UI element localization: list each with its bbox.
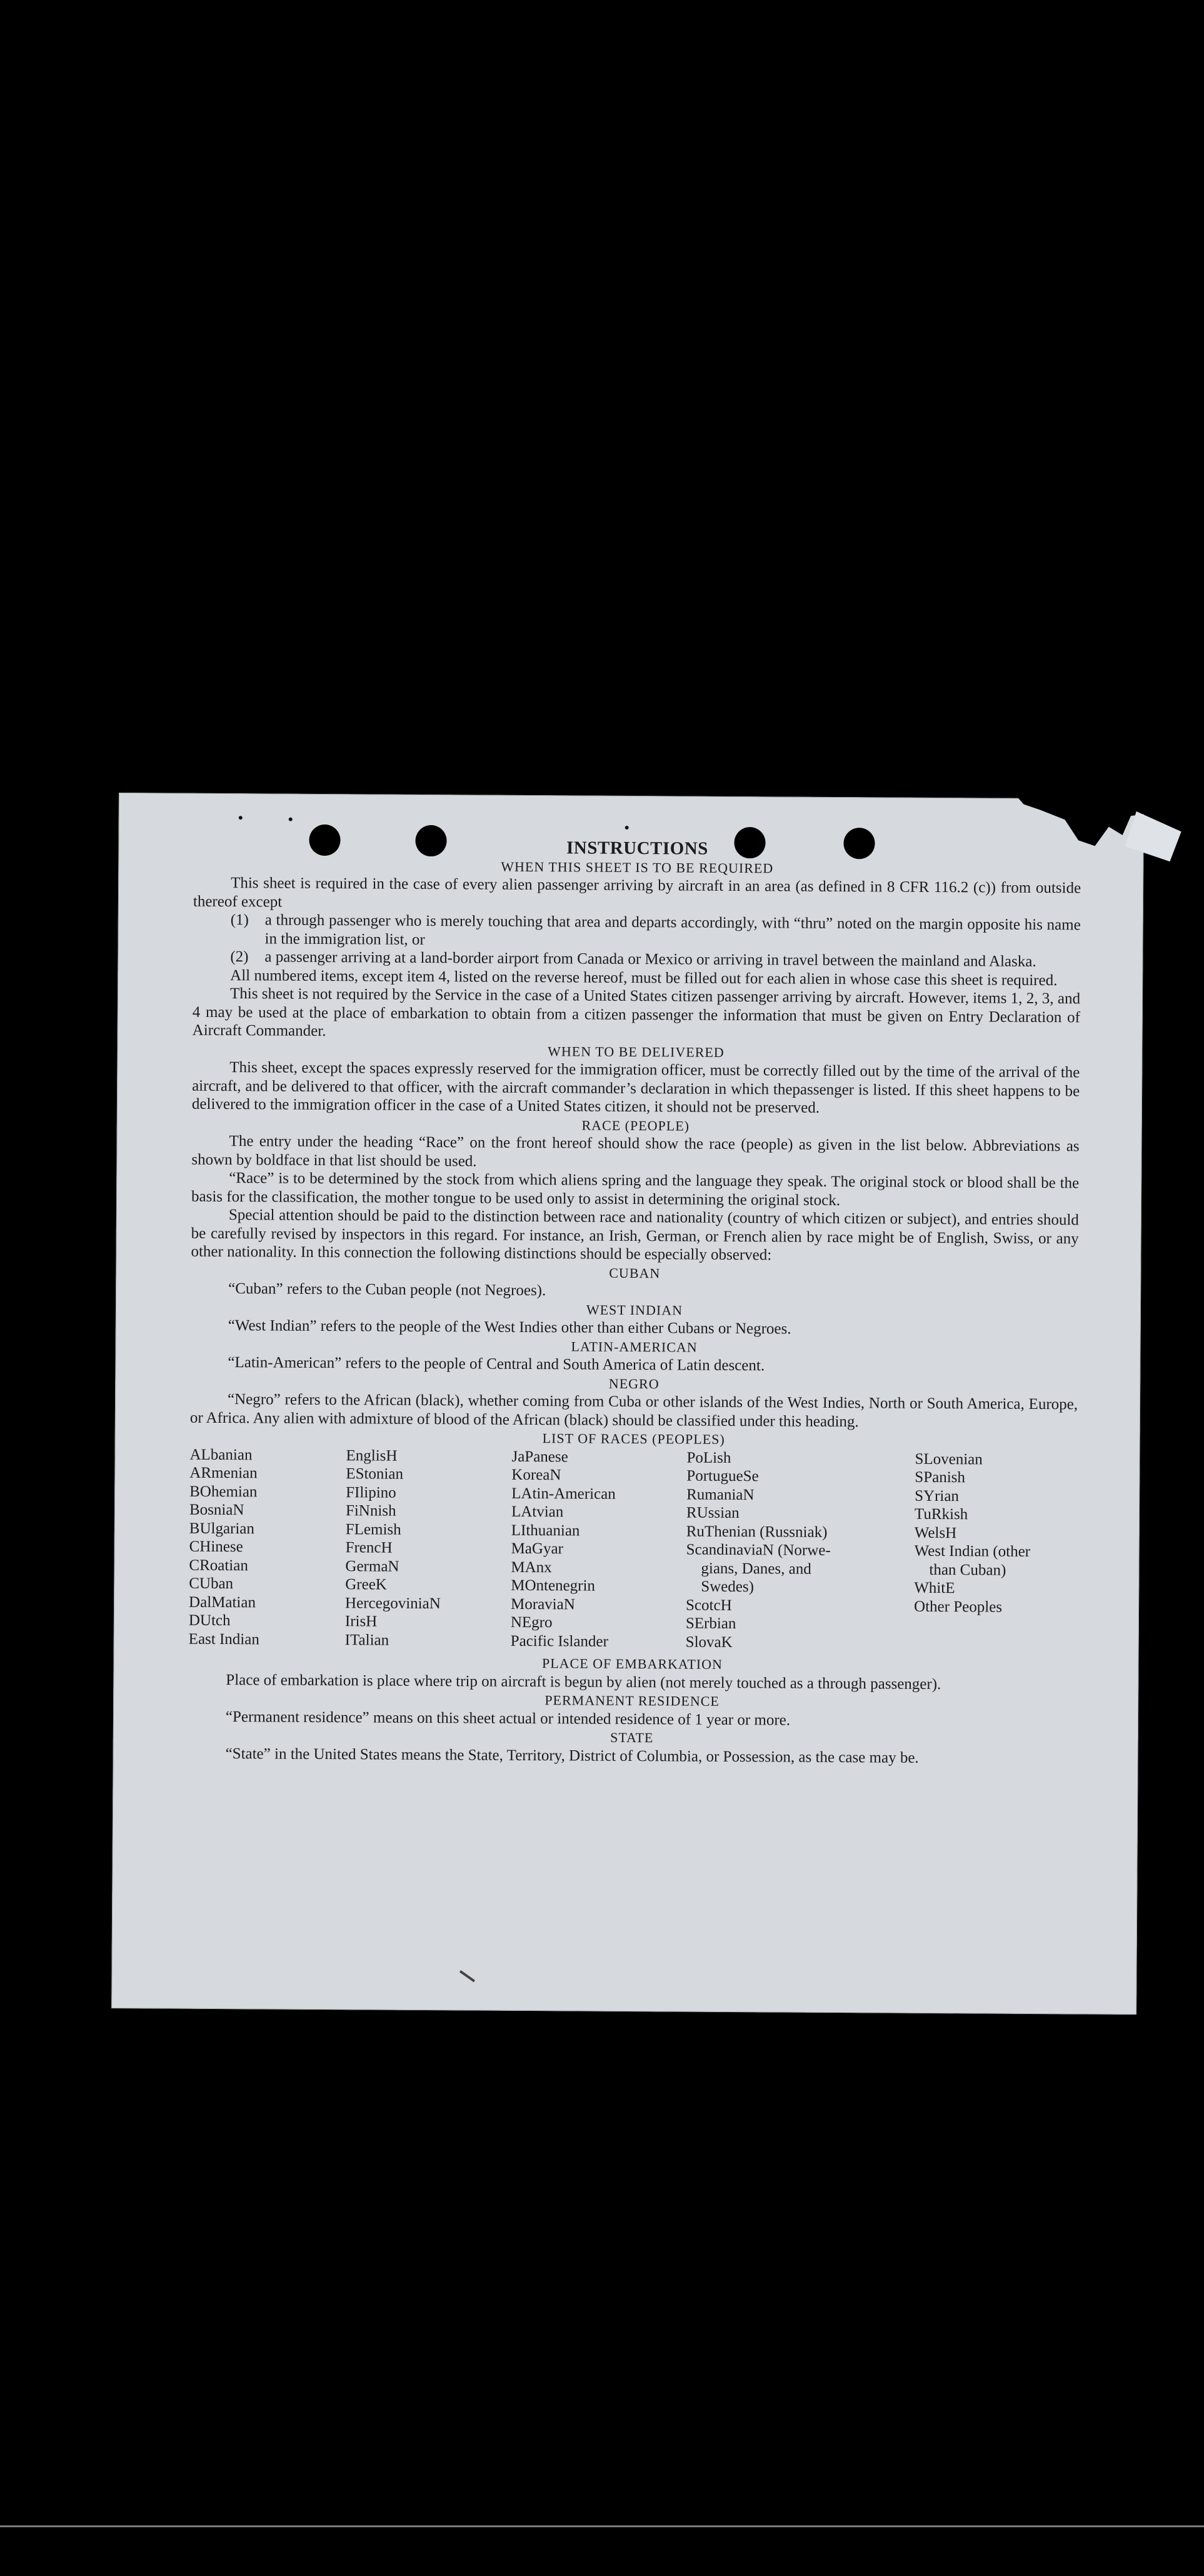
race-item: ALbanian [189,1446,253,1463]
race-item: GreeK [345,1576,387,1593]
race-para-1: The entry under the heading “Race” on the front hereof should show the race (people) as given in the list below. Abbreviations as shown by boldface in that list should be used. [191,1133,1080,1170]
race-item: CUban [189,1575,234,1593]
race-item: LIthuanian [511,1521,580,1540]
race-item: ITalian [344,1631,389,1649]
race-item: BosniaN [189,1501,244,1519]
race-item: GermaN [345,1557,399,1575]
race-para-2: “Race” is to be determined by the stock from which aliens spring and the language they speak. The original stock or blood shall be the basis for the classification, the mother tongue to be used only to assist in determining the original stock. [191,1170,1080,1209]
exception-item-1 [230,911,1080,953]
races-column-2 [345,1446,512,1650]
instructions-content [188,837,1081,1768]
race-item: West Indian (other [914,1542,1031,1560]
race-item: EStonian [346,1465,404,1483]
speck [625,826,629,829]
section-heading-delivered: WHEN TO BE DELIVERED [548,1043,725,1060]
race-item: MoraviaN [511,1595,575,1613]
race-item: CRoatian [189,1556,248,1574]
paper-flap [1125,811,1181,862]
speck [239,816,243,819]
state-para: “State” in the United States means the State, Territory, District of Columbia, or Possession, as the case may be. [225,1745,919,1767]
race-item: ARmenian [189,1464,258,1482]
stray-mark [459,1970,475,1982]
race-item: IrisH [344,1613,378,1630]
race-item-continuation: than Cuban) [929,1561,1006,1579]
exception-item-text: a through passenger who is merely touching that area and departs accordingly, with “thru” noted on the margin opposite his name in the immigration list, or [264,911,1081,948]
race-item: ScotcH [685,1596,732,1614]
race-item: EnglisH [346,1446,398,1465]
exception-item-number: (2) [230,948,249,966]
section-heading-state: STATE [610,1729,654,1746]
race-item: East Indian [188,1630,259,1648]
race-item: SErbian [685,1615,736,1633]
speck [289,818,293,821]
west-indian-para: “West Indian” refers to the people of the West Indies other than either Cubans or Negroes. [228,1317,791,1338]
exception-item-number: (1) [230,911,249,929]
section-heading-west-indian: WEST INDIAN [586,1301,683,1318]
races-column-3 [511,1447,687,1651]
race-item: FrencH [345,1539,393,1556]
section-heading-latin-american: LATIN-AMERICAN [571,1338,698,1355]
exception-item-text: a passenger arriving at a land-border airport from Canada or Mexico or arriving in travel between the mainland and Alaska. [264,948,1036,970]
required-intro: This sheet is required in the case of every alien passenger arriving by aircraft in an area (as defined in 8 CFR 116.2 (c)) from outside thereof except [193,875,1081,911]
races-list [189,1445,1078,1653]
required-para-citizen: This sheet is not required by the Service in the case of a United States citizen passenger arriving by aircraft. However, items 1, 2, 3, and 4 may be used at the place of embarkation to obtain from a citizen passenger the information that must be given on Entry Declaration of Aircraft Commander. [192,985,1081,1040]
race-item: RumaniaN [686,1486,755,1503]
section-heading-races-list: LIST OF RACES (PEOPLES) [542,1430,725,1447]
race-item: SlovaK [685,1633,733,1651]
race-item-continuation: Swedes) [701,1578,755,1596]
race-item: RuThenian (Russniak) [686,1523,828,1541]
race-item: LAtin-American [511,1485,616,1503]
race-item: DUtch [188,1611,231,1630]
race-item: MOntenegrin [511,1576,596,1595]
race-item: Other Peoples [913,1598,1003,1616]
race-item: CHinese [189,1538,243,1556]
race-para-3: Special attention should be paid to the distinction between race and nationality (country of which citizen or subject), and entries should be carefully revised by inspectors in this regard. For instance, an Irish, German, or French alien by race might be of English, Swiss, or any other nationality. In this connection the following distinctions should be especially observed: [191,1206,1079,1264]
race-item: RUssian [686,1504,740,1522]
instruction-sheet [111,793,1144,2015]
race-item: NEgro [510,1613,553,1631]
races-column-1 [189,1445,346,1649]
race-item: ScandinaviaN (Norwe- [686,1541,831,1559]
section-heading-race: RACE (PEOPLE) [581,1117,690,1134]
section-heading-negro: NEGRO [608,1375,660,1391]
section-heading-cuban: CUBAN [609,1265,661,1281]
race-item: BUlgarian [189,1520,255,1537]
document-title: INSTRUCTIONS [566,838,708,859]
delivered-para: This sheet, except the spaces expressly reserved for the immigration officer, must be correctly filled out by the time of the arrival of the aircraft, and be delivered to that officer, with the aircraft commander’s declaration in which thepassenger is listed. If this sheet happens to be delivered to the immigration officer in the case of a United States citizen, it should not be preserved. [191,1059,1080,1116]
race-item: PoLish [686,1449,731,1466]
race-item: SLovenian [915,1450,983,1468]
race-item: FIlipino [346,1483,396,1501]
scan-edge-line [0,2525,1204,2527]
latin-american-para: “Latin-American” refers to the people of Central and South America of Latin descent. [228,1354,765,1375]
race-item: PortugueSe [686,1467,759,1485]
section-heading-residence: PERMANENT RESIDENCE [544,1692,720,1709]
race-item: WelsH [914,1524,957,1541]
cuban-para: “Cuban” refers to the Cuban people (not Negroes). [228,1280,546,1300]
embarkation-para: Place of embarkation is place where trip on aircraft is begun by alien (not merely touched as a through passenger). [226,1671,941,1693]
race-item-continuation: gians, Danes, and [701,1560,811,1578]
race-item: LAtvian [511,1503,564,1521]
races-column-4 [686,1448,915,1653]
race-item: SYrian [915,1487,960,1505]
race-item: KoreaN [511,1466,561,1484]
race-item: BOhemian [189,1483,258,1500]
races-column-5 [914,1450,1078,1653]
section-heading-embarkation: PLACE OF EMBARKATION [541,1655,723,1672]
race-item: WhitE [914,1579,955,1597]
race-item: HercegoviniaN [345,1594,441,1612]
residence-para: “Permanent residence” means on this sheet actual or intended residence of 1 year or more. [225,1708,791,1729]
race-item: SPanish [915,1468,966,1486]
race-item: MAnx [511,1558,552,1576]
race-item: JaPanese [511,1448,568,1465]
section-heading-required: WHEN THIS SHEET IS TO BE REQUIRED [501,858,774,876]
race-item: MaGyar [511,1540,564,1558]
negro-para: “Negro” refers to the African (black), whether coming from Cuba or other islands of the West Indies, North or South America, Europe, or Africa. Any alien with admixture of blood of the African (black) should be classified under this heading. [189,1391,1078,1430]
race-item: TuRkish [914,1505,968,1523]
race-item: FLemish [345,1520,401,1538]
race-item: Pacific Islander [510,1632,608,1650]
race-item: FiNnish [345,1502,396,1520]
race-item: DalMatian [189,1593,256,1611]
required-para-items: All numbered items, except item 4, listed on the reverse hereof, must be filled out for each alien in whose case this sheet is required. [230,966,1058,989]
